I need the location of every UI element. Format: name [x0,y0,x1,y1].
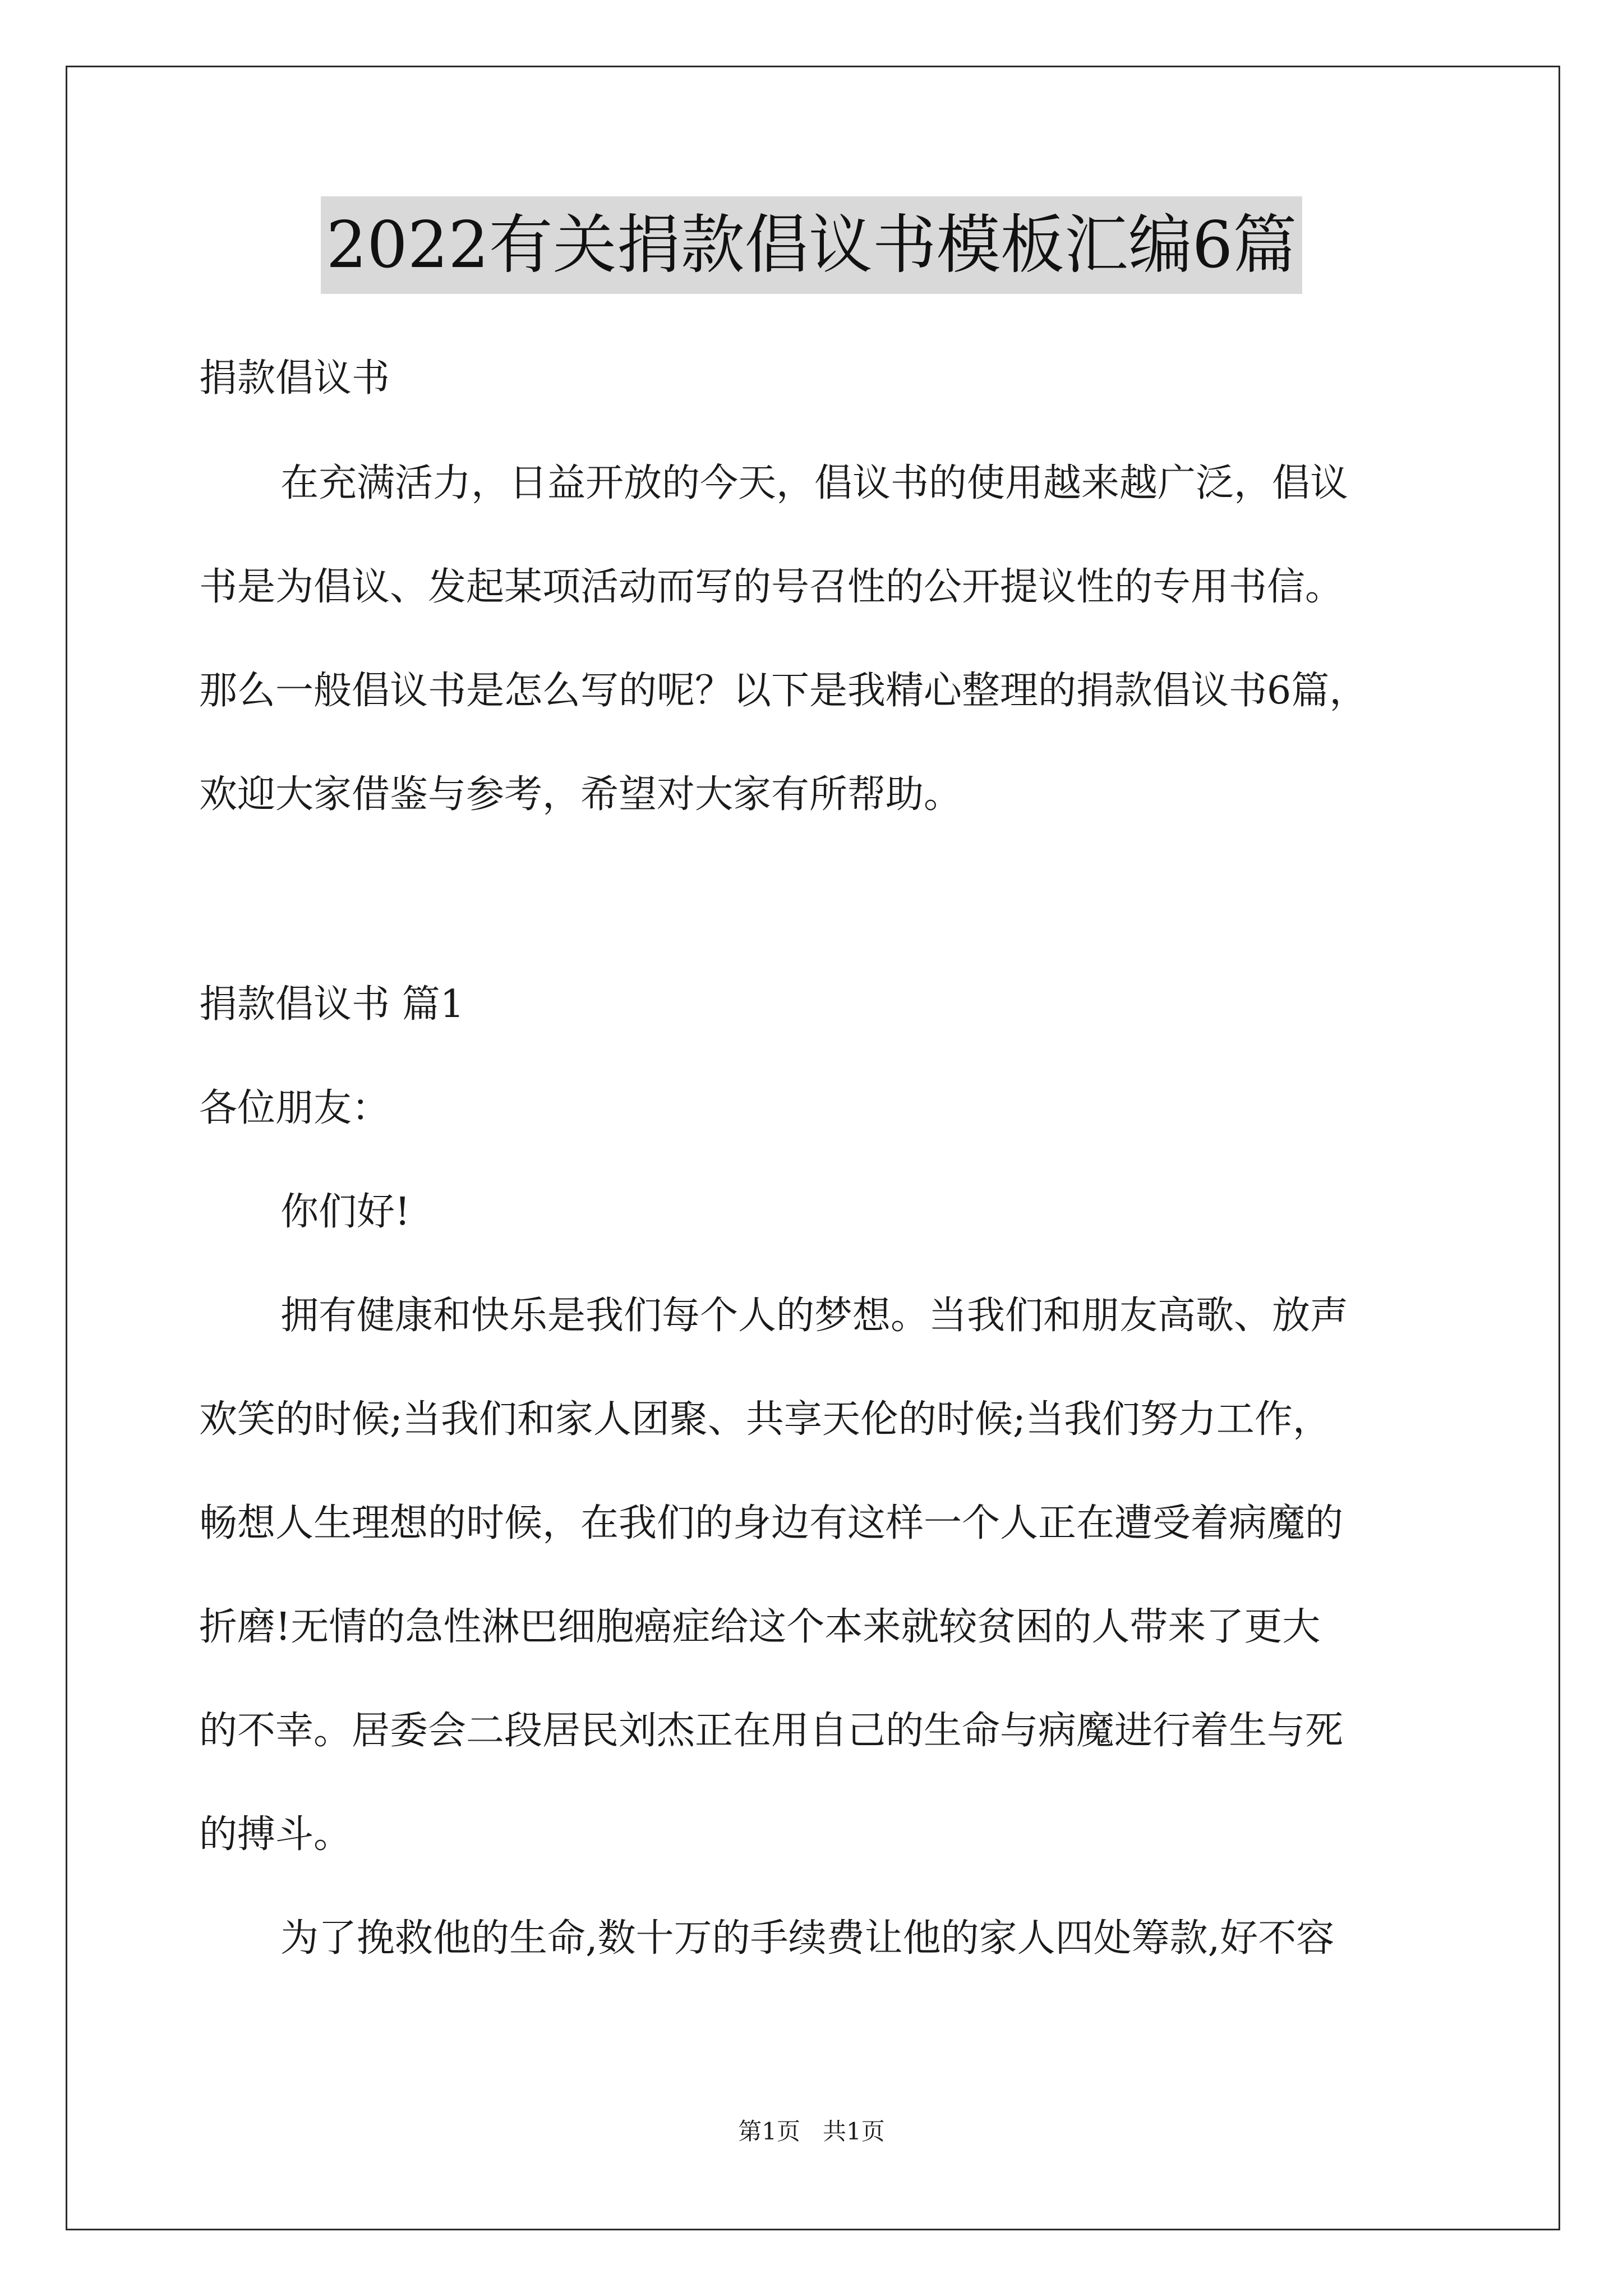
paragraph-line: 的不幸。居委会二段居民刘杰正在用自己的生命与病魔进行着生与死 [199,1709,1344,1753]
paragraph-line: 畅想人生理想的时候，在我们的身边有这样一个人正在遭受着病魔的 [199,1501,1344,1545]
greeting: 你们好! [280,1190,411,1234]
title-container [0,196,1623,294]
salutation: 各位朋友： [199,1086,390,1130]
paragraph-line: 欢笑的时候;当我们和家人团聚、共享天伦的时候;当我们努力工作， [199,1397,1331,1442]
paragraph-line: 拥有健康和快乐是我们每个人的梦想。当我们和朋友高歌、放声 [280,1294,1349,1338]
section-heading-part-1: 捐款倡议书 篇1 [199,982,464,1027]
page-footer [0,2115,1623,2148]
paragraph-line: 书是为倡议、发起某项活动而写的号召性的公开提议性的专用书信。 [199,565,1344,609]
paragraph-line: 的搏斗。 [199,1812,352,1857]
document-title: 2022有关捐款倡议书模板汇编6篇 [321,196,1303,294]
paragraph-line: 那么一般倡议书是怎么写的呢？以下是我精心整理的捐款倡议书6篇， [199,669,1368,713]
paragraph-line: 在充满活力，日益开放的今天，倡议书的使用越来越广泛，倡议 [280,461,1349,505]
paragraph-line: 折磨!无情的急性淋巴细胞癌症给这个本来就较贫困的人带来了更大 [199,1605,1321,1649]
paragraph-line: 为了挽救他的生命,数十万的手续费让他的家人四处筹款,好不容 [280,1916,1335,1961]
total-pages: 共1页 [823,2118,885,2145]
page-number: 第1页 [738,2118,800,2145]
section-heading-donation-proposal: 捐款倡议书 [199,356,390,401]
paragraph-line: 欢迎大家借鉴与参考，希望对大家有所帮助。 [199,772,962,817]
